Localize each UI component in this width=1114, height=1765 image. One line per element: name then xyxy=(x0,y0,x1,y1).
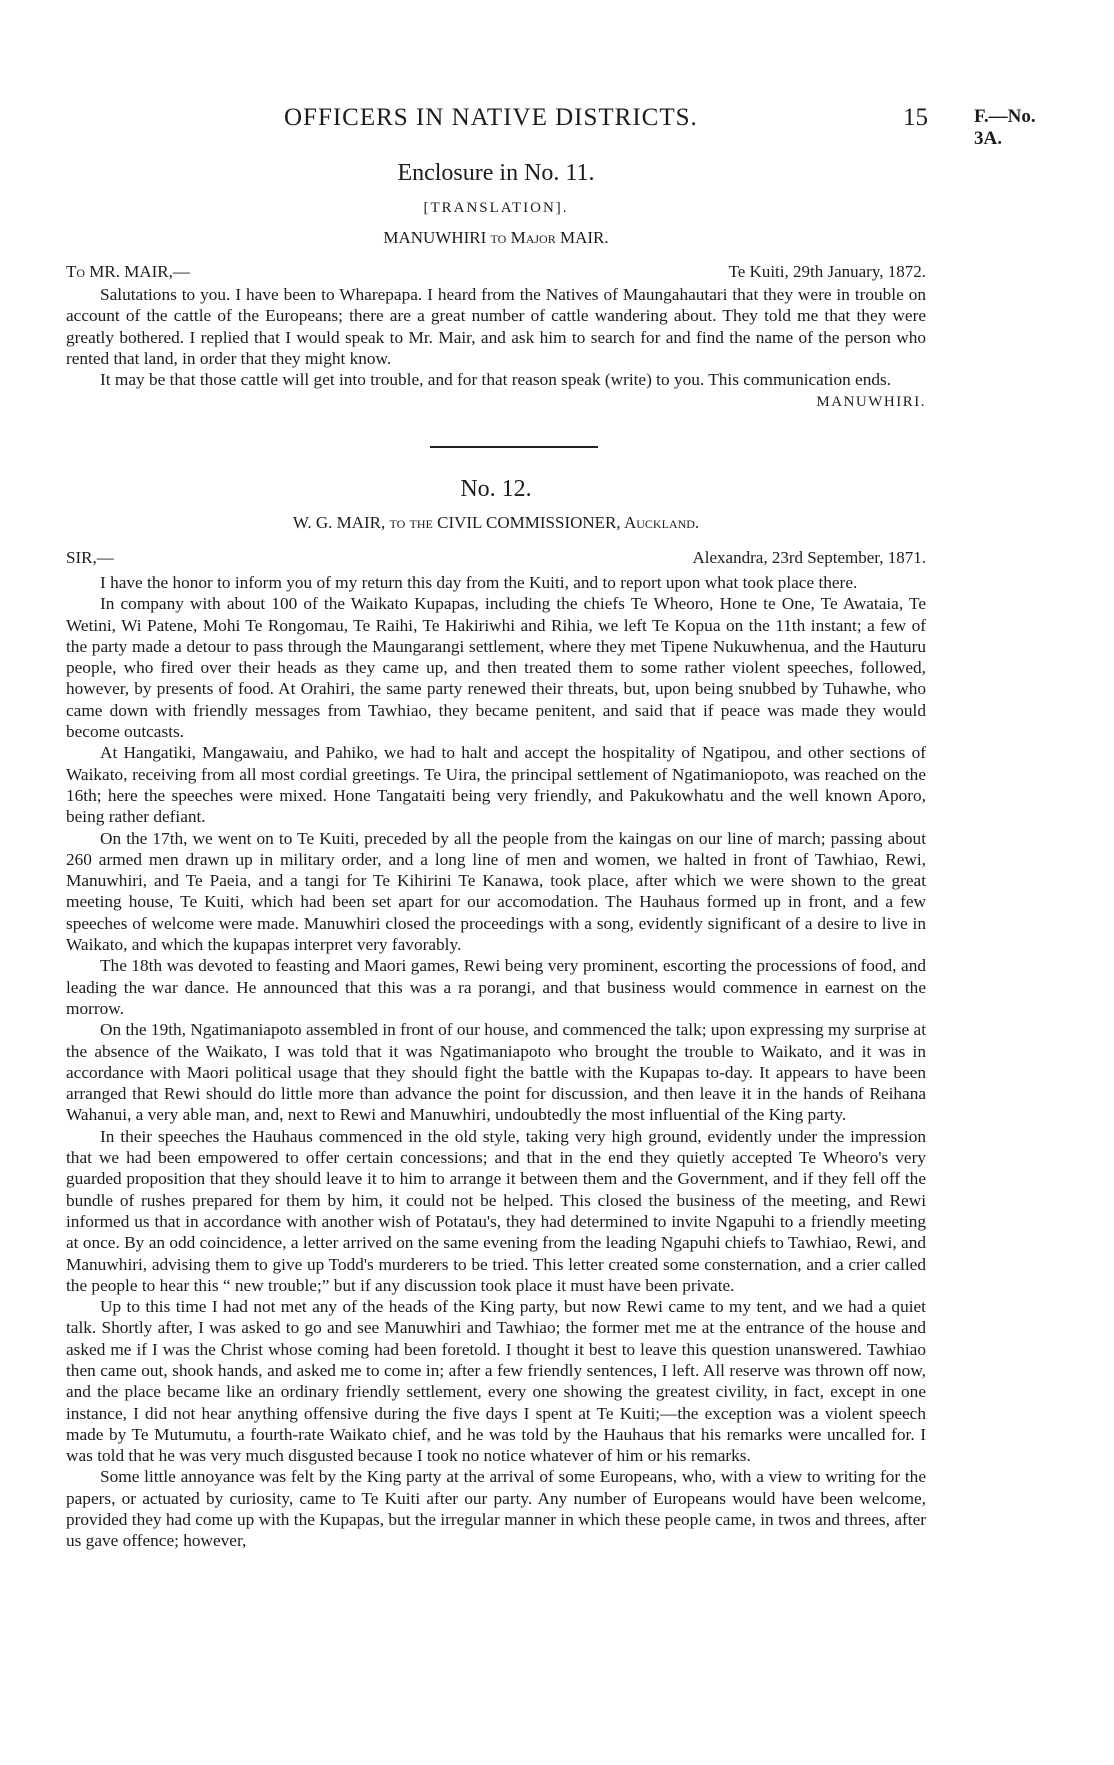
letter-paragraph: On the 17th, we went on to Te Kuiti, preceded by all the people from the kaingas on our line of march; passing about 260 armed men drawn up in military order, and a long line of men and women, we halted in front of Tawhiao, Rewi, Manuwhiri, and Te Paeia, and a tangi for Te Kihirini Te Kanawa, took place, after which we were shown to the great meeting house, Te Kuiti, which had been set apart for our accomodation. The Hauhaus formed up in front, and a few speeches of welcome were made. Manuwhiri closed the proceedings with a song, evidently significant of a desire to live in Waikato, and which the kupapas interpret very favorably. xyxy=(66,828,926,955)
page-number: 15 xyxy=(903,104,928,131)
letter-paragraph: Up to this time I had not met any of the heads of the King party, but now Rewi came to my tent, and we had a quiet talk. Shortly after, I was asked to go and see Manuwhiri and Tawhiao; the former met me at the entrance of the house and asked me if I was the Christ whose coming had been foretold. I thought it best to leave this question unanswered. Tawhiao then came out, shook hands, and asked me to come in; after a few friendly sentences, I left. All reserve was thrown off now, and the place became like an ordinary friendly settlement, every one showing the greatest civility, in fact, except in one instance, I did not hear anything offensive during the five days I spent at Te Kuiti;—the exception was a violent speech made by Te Mutumutu, a fourth-rate Waikato chief, and he was told by the Hauhaus that his remarks were uncalled for. I was told that he was very much disgusted because I took no notice whatever of him or his remarks. xyxy=(66,1297,926,1466)
page-header xyxy=(66,104,1056,149)
section-divider xyxy=(430,446,598,448)
letter-salutation: SIR,— xyxy=(66,548,114,567)
enclosure-signature: MANUWHIRI. xyxy=(816,394,926,411)
running-title: OFFICERS IN NATIVE DISTRICTS. xyxy=(284,104,698,131)
translation-note: [TRANSLATION]. xyxy=(423,200,569,216)
letter-paragraph: The 18th was devoted to feasting and Maori games, Rewi being very prominent, escorting the processions of food, and leading the war dance. He announced that this was a ra porangi, and that business would commence in earnest on the morrow. xyxy=(66,956,926,1018)
enclosure-subtitle: MANUWHIRI to Major MAIR. xyxy=(383,228,609,247)
letter-body xyxy=(66,572,926,1552)
letter-title: No. 12. xyxy=(460,476,532,502)
letter-paragraph: I have the honor to inform you of my return this day from the Kuiti, and to report upon what took place there. xyxy=(100,573,858,592)
letter-paragraph: On the 19th, Ngatimaniapoto assembled in front of our house, and commenced the talk; upon expressing my surprise at the absence of the Waikato, I was told that it was Ngatimaniapoto who brought the trouble to Waikato, and it was in accordance with Maori political usage that they should fight the battle with the Kupapas to-day. It appears to have been arranged that Rewi should do little more than advance the point for discussion, and then leave it in the hands of Reihana Wahanui, a very able man, and, next to Rewi and Manuwhiri, undoubtedly the most influential of the King party. xyxy=(66,1020,926,1125)
paper-reference: F.—No. 3A. xyxy=(974,106,1036,149)
enclosure-address-line xyxy=(66,262,926,284)
letter-paragraph: In their speeches the Hauhaus commenced in the old style, taking very high ground, evidently under the impression that we had been empowered to offer certain concessions; and that in the end they quietly accepted Te Wheoro's very guarded proposition that they should leave it to him to arrange it between them and the Government, and if they fell off the bundle of rushes prepared for them by him, it could not be helped. This closed the business of the meeting, and Rewi informed us that in accordance with another wish of Potatau's, they had determined to invite Ngapuhi to a friendly meeting at once. By an odd coincidence, a letter arrived on the same evening from the leading Ngapuhi chiefs to Tawhiao, Rewi, and Manuwhiri, advising them to give up Todd's murderers to be tried. This letter created some consternation, and a crier called the people to hear this “ new trouble;” but if any discussion took place it must have been private. xyxy=(66,1126,926,1295)
letter-paragraph: At Hangatiki, Mangawaiu, and Pahiko, we had to halt and accept the hospitality of Ngatipou, and other sections of Waikato, receiving from all most cordial greetings. Te Uira, the principal settlement of Ngatimaniopoto, was reached on the 16th; here the speeches were mixed. Hone Tangataiti being very friendly, and Pakukowhatu and the well known Aporo, being rather defiant. xyxy=(66,743,926,827)
enclosure-body xyxy=(66,284,926,411)
letter-place-date: Alexandra, 23rd September, 1871. xyxy=(692,548,926,567)
letter-paragraph: Some little annoyance was felt by the King party at the arrival of some Europeans, who, with a view to writing for the papers, or actuated by curiosity, came to Te Kuiti after our party. Any number of Europeans would have been welcome, provided they had come up with the Kupapas, but the irregular manner in which these people came, in twos and threes, after us gave offence; however, xyxy=(66,1467,926,1551)
enclosure-paragraph: Salutations to you. I have been to Wharepapa. I heard from the Natives of Maungahautari that they were in trouble on account of the cattle of the Europeans; there are a great number of cattle wandering about. They told me that they were greatly bothered. I replied that I would speak to Mr. Mair, and ask him to search for and find the name of the person who rented that land, in order that they might know. xyxy=(66,285,926,368)
enclosure-place-date: Te Kuiti, 29th January, 1872. xyxy=(728,262,926,281)
enclosure-paragraph: It may be that those cattle will get into trouble, and for that reason speak (write) to you. This communication ends. xyxy=(100,370,892,390)
letter-address-line xyxy=(66,548,926,570)
letter-subtitle: W. G. MAIR, to the CIVIL COMMISSIONER, Auckland. xyxy=(292,513,700,532)
enclosure-title: Enclosure in No. 11. xyxy=(397,160,595,186)
letter-paragraph: In company with about 100 of the Waikato Kupapas, including the chiefs Te Wheoro, Hone te One, Te Awataia, Te Wetini, Wi Patene, Mohi Te Rongomau, Te Raihi, Te Hakiriwhi and Rihia, we left Te Kopua on the 11th instant; a few of the party made a detour to pass through the Maungarangi settlement, where they met Tipene Nukuwhenua, and the Hauturu people, who fired over their heads as they came up, and then treated them to some rather violent speeches, followed, however, by presents of food. At Orahiri, the same party renewed their threats, but, upon being snubbed by Tuhawhe, who came down with friendly messages from Tawhiao, they became penitent, and said that if peace was made they would become outcasts. xyxy=(66,594,926,742)
enclosure-addressee: To MR. MAIR,— xyxy=(66,262,190,281)
